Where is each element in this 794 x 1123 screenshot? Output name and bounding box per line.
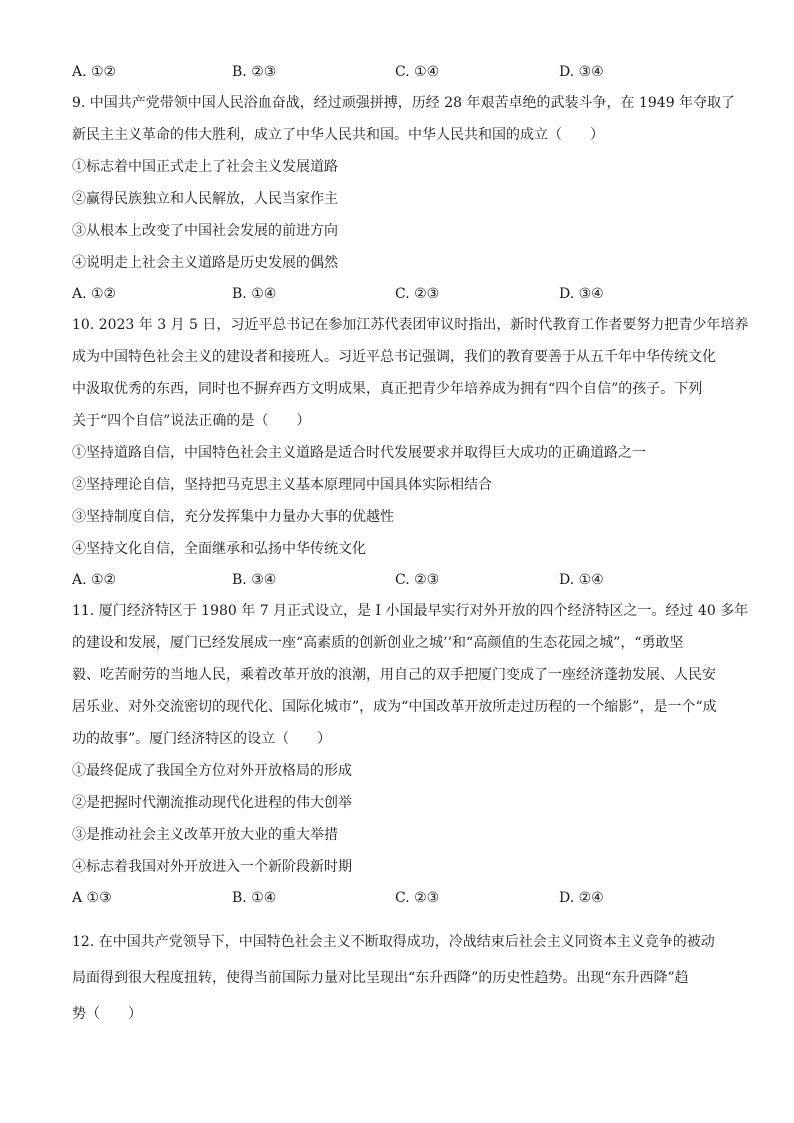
q11-statement-2: ②是把握时代潮流推动现代化进程的伟大创举 [72, 795, 352, 811]
q10-option-c[interactable]: C. ②③ [395, 572, 440, 588]
q8-options [72, 62, 724, 82]
q12-stem-line-1: 12. 在中国共产党领导下，中国特色社会主义不断取得成功，冷战结束后社会主义同资本主义竞争的被动 [72, 934, 715, 950]
q10-statement-1: ①坚持道路自信，中国特色社会主义道路是适合时代发展要求并取得巨大成功的正确道路之一 [72, 445, 646, 461]
q11-stem-line-5: 功的故事”。厦门经济特区的设立（ ） [72, 731, 332, 747]
q9-option-a[interactable]: A. ①② [72, 286, 117, 302]
question-11 [72, 601, 749, 908]
q10-stem-line-2: 成为中国特色社会主义的建设者和接班人。习近平总书记强调，我们的教育要善于从五千年中华传统文化 [72, 349, 716, 365]
q12-stem-line-2: 局面得到很大程度扭转，使得当前国际力量对比呈现出“东升西降”的历史性趋势。出现“东升西降”趋 [72, 970, 689, 986]
exam-page [72, 62, 749, 1024]
q11-stem-line-3: 毅、吃苦耐劳的当地人民，乘着改革开放的浪潮，用自己的双手把厦门变成了一座经济蓬勃发展、人民安 [72, 667, 716, 683]
q11-stem-line-2: 的建设和发展，厦门已经发展成一座“高素质的创新创业之城’’和“高颜值的生态花园之城”，“勇敢坚 [72, 635, 684, 651]
q10-option-b[interactable]: B. ③④ [232, 572, 277, 588]
q9-stem-line-2: 新民主主义革命的伟大胜利，成立了中华人民共和国。中华人民共和国的成立（ ） [72, 127, 604, 143]
q9-option-c[interactable]: C. ②③ [395, 286, 440, 302]
q11-option-b[interactable]: B. ①④ [232, 890, 277, 906]
q8-option-d[interactable]: D. ③④ [559, 64, 604, 80]
q11-statement-3: ③是推动社会主义改革开放大业的重大举措 [72, 827, 338, 843]
q10-statement-2: ②坚持理论自信，坚持把马克思主义基本原理同中国具体实际相结合 [72, 477, 492, 493]
q10-stem-line-4: 关于“四个自信”说法正确的是（ ） [72, 413, 311, 429]
q8-option-c[interactable]: C. ①④ [395, 64, 440, 80]
q10-statement-3: ③坚持制度自信，充分发挥集中力量办大事的优越性 [72, 509, 394, 525]
q9-option-d[interactable]: D. ③④ [559, 286, 604, 302]
q11-option-a[interactable]: A ①③ [72, 890, 112, 906]
q11-statement-4: ④标志着我国对外开放进入一个新阶段新时期 [72, 859, 352, 875]
q9-options [72, 284, 724, 304]
q9-statement-3: ③从根本上改变了中国社会发展的前进方向 [72, 223, 338, 239]
q10-options [72, 570, 724, 590]
q9-statement-2: ②赢得民族独立和人民解放，人民当家作主 [72, 191, 338, 207]
q11-options [72, 888, 724, 908]
q9-option-b[interactable]: B. ①④ [232, 286, 277, 302]
q8-option-a[interactable]: A. ①② [72, 64, 117, 80]
q9-statement-4: ④说明走上社会主义道路是历史发展的偶然 [72, 255, 338, 271]
q11-statement-1: ①最终促成了我国全方位对外开放格局的形成 [72, 763, 352, 779]
q9-statement-1: ①标志着中国正式走上了社会主义发展道路 [72, 159, 338, 175]
q10-option-a[interactable]: A. ①② [72, 572, 117, 588]
q9-stem-line-1: 9. 中国共产党带领中国人民浴血奋战，经过顽强拼搏，历经 28 年艰苦卓绝的武装斗争，在 1949 年夺取了 [72, 95, 736, 111]
q11-stem-line-4: 居乐业、对外交流密切的现代化、国际化城市”，成为“中国改革开放所走过历程的一个缩影”，是一个“成 [72, 699, 717, 715]
q10-stem-line-3: 中汲取优秀的东西，同时也不摒弃西方文明成果，真正把青少年培养成为拥有“四个自信”的孩子。下列 [72, 381, 703, 397]
q12-stem-line-3: 势（ ） [72, 1006, 142, 1022]
question-12 [72, 932, 724, 1024]
q11-option-d[interactable]: D. ②④ [559, 890, 604, 906]
q10-statement-4: ④坚持文化自信，全面继承和弘扬中华传统文化 [72, 541, 366, 557]
q11-option-c[interactable]: C. ②③ [395, 890, 440, 906]
q10-stem-line-1: 10. 2023 年 3 月 5 日，习近平总书记在参加江苏代表团审议时指出，新时代教育工作者要努力把青少年培养 [72, 317, 749, 333]
q8-option-b[interactable]: B. ②③ [232, 64, 277, 80]
question-9 [72, 93, 736, 304]
q11-stem-line-1: 11. 厦门经济特区于 1980 年 7 月正式设立，是 I 小国最早实行对外开放的四个经济特区之一。经过 40 多年 [72, 603, 749, 619]
q10-option-d[interactable]: D. ①④ [559, 572, 604, 588]
question-10 [72, 315, 749, 590]
